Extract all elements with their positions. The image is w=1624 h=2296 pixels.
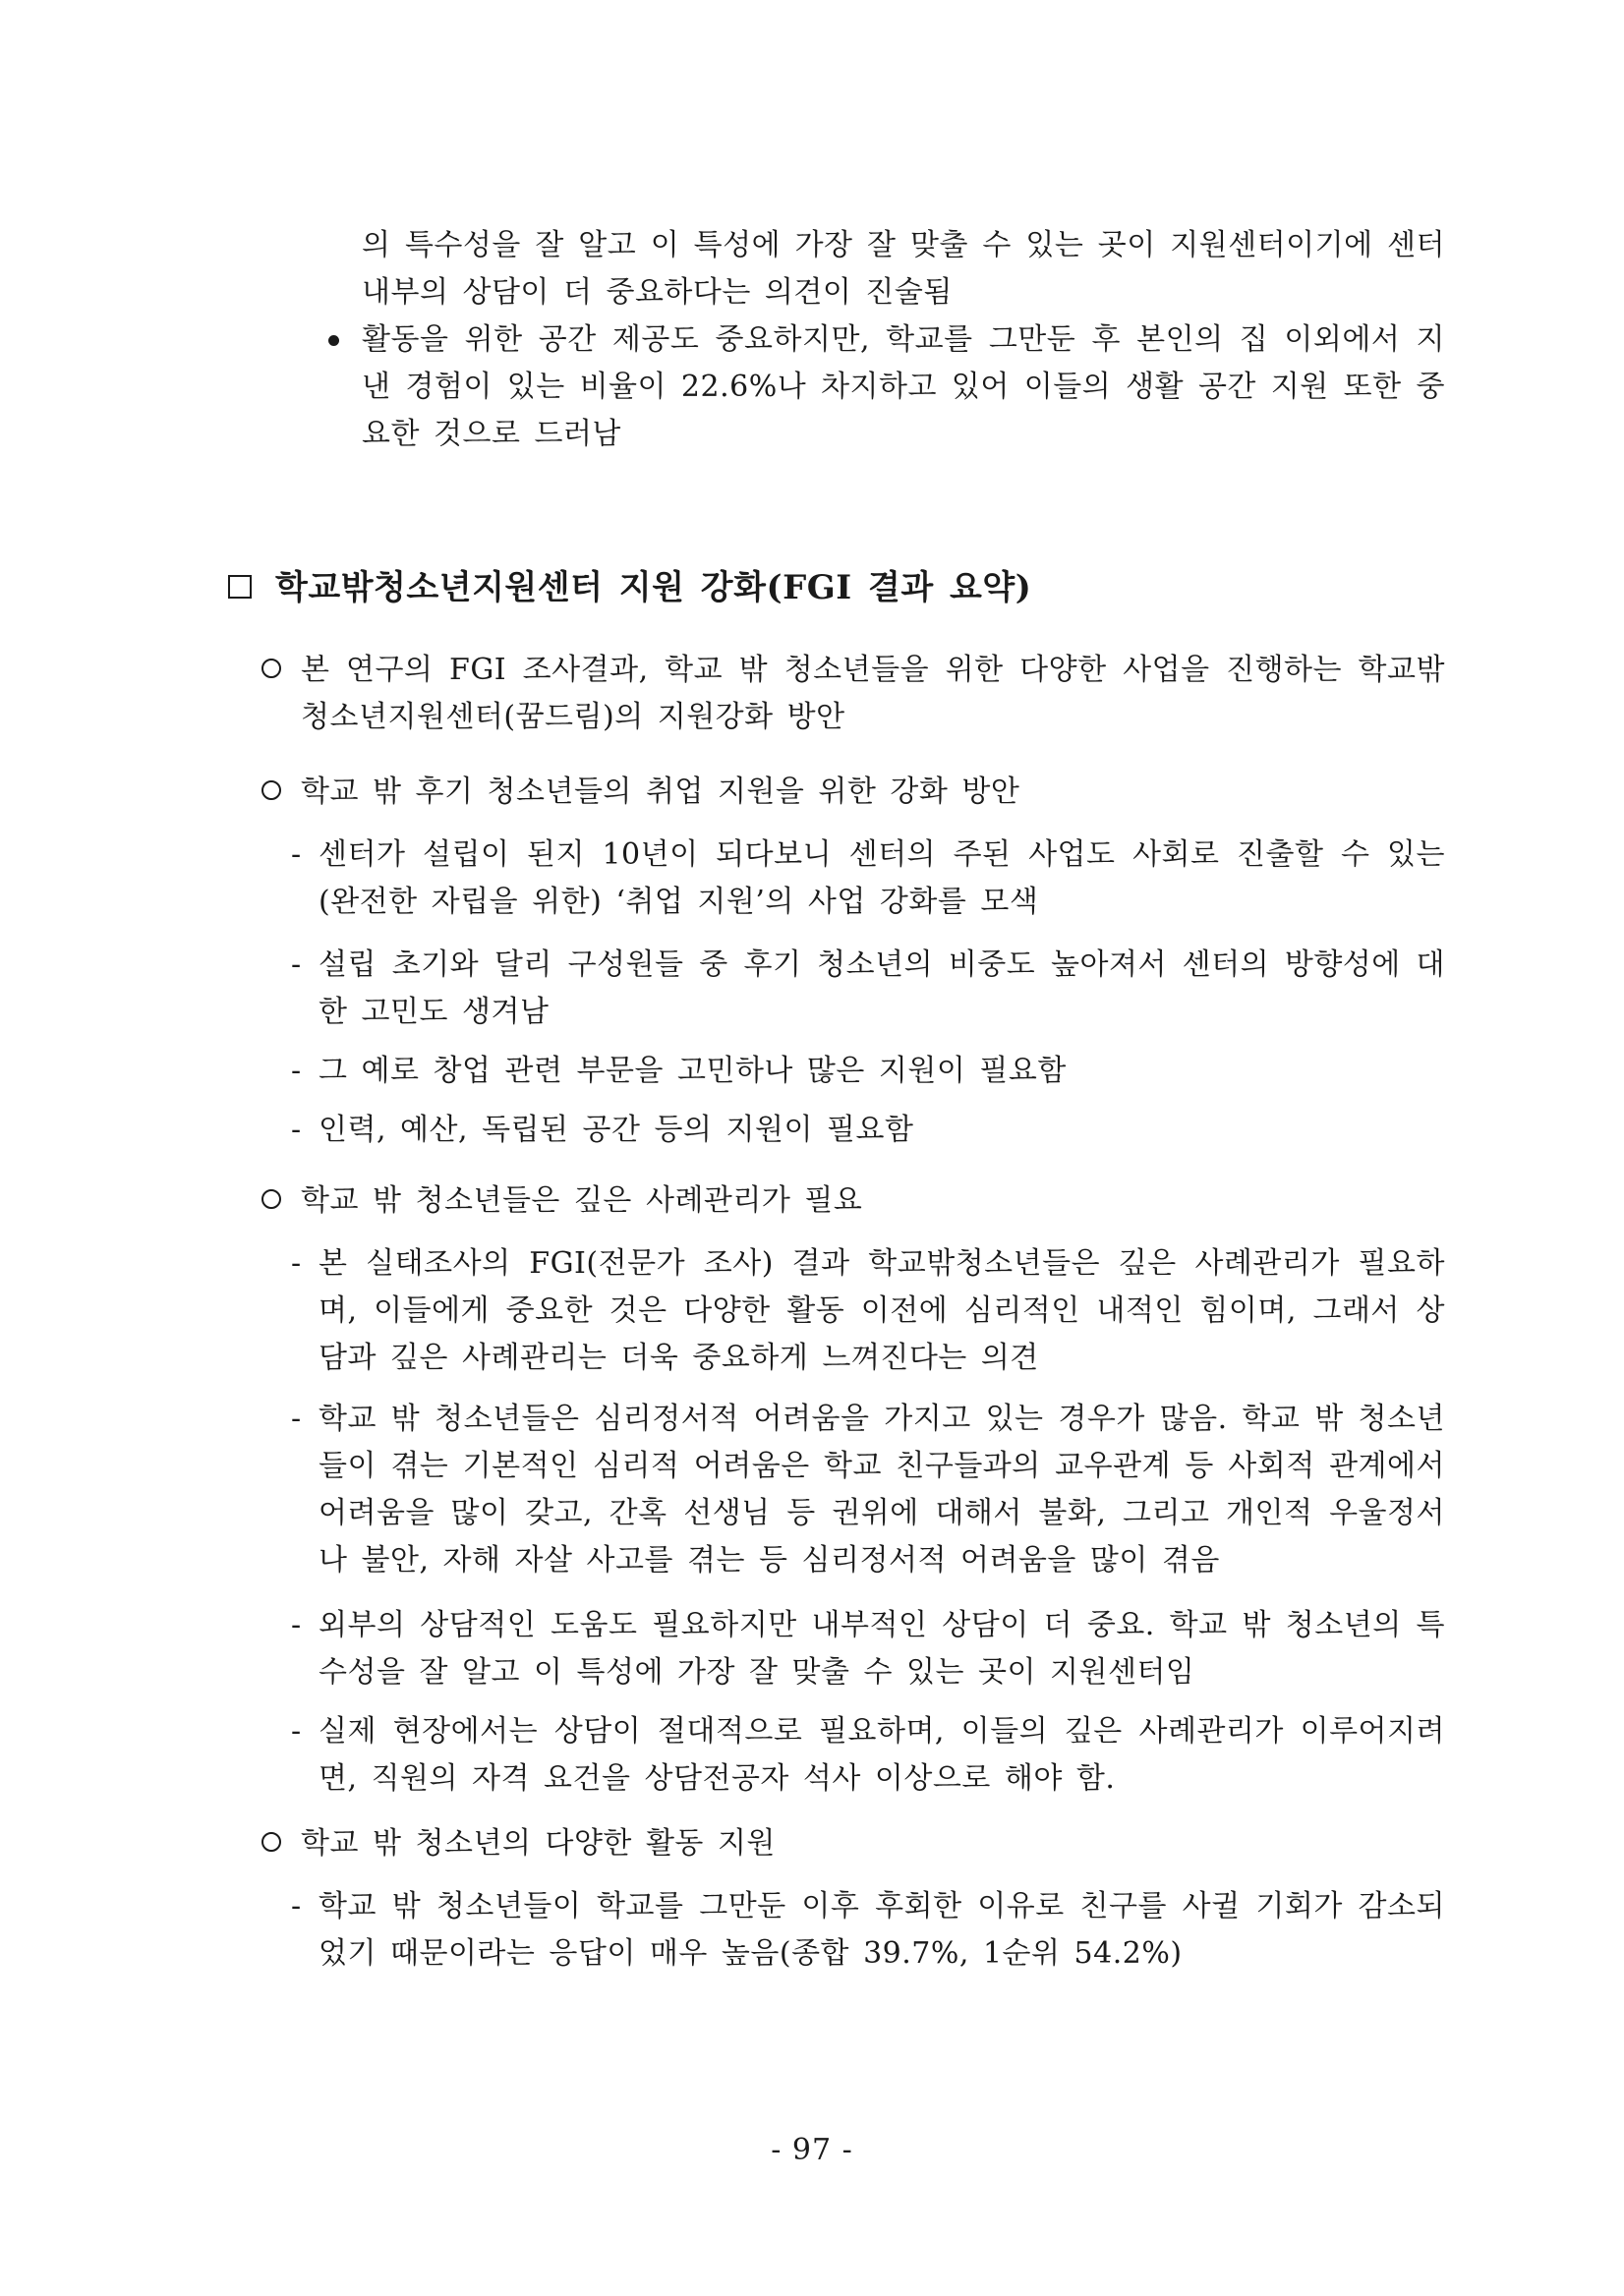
- dash-bullet-item: [291, 1883, 1445, 1978]
- dash-bullet-text: 학교 밖 청소년들은 심리정서적 어려움을 가지고 있는 경우가 많음. 학교 밖 청소년들이 겪는 기본적인 심리적 어려움은 학교 친구들과의 교우관계 등 사회적 관계에서 어려움을 많이 갖고, 간혹 선생님 등 권위에 대해서 불화, 그리고 개인적 우울정서나 불안, 자해 자살 사고를 겪는 등 심리정서적 어려움을 많이 겪음: [319, 1402, 1445, 1578]
- dash-bullet-item: [291, 1396, 1445, 1584]
- dash-bullet-text: 인력, 예산, 독립된 공간 등의 지원이 필요함: [319, 1113, 914, 1147]
- dash-bullet-text: 그 예로 창업 관련 부문을 고민하나 많은 지원이 필요함: [319, 1054, 1067, 1088]
- circle-bullet-item: [261, 769, 1445, 816]
- circle-bullet-icon: [261, 1189, 281, 1209]
- dash-bullet-text: 학교 밖 청소년들이 학교를 그만둔 이후 후회한 이유로 친구를 사귈 기회가 감소되었기 때문이라는 응답이 매우 높음(종합 39.7%, 1순위 54.2%): [319, 1889, 1445, 1971]
- page-number: - 97 -: [771, 2133, 853, 2167]
- circle-bullet-item: [261, 1820, 1445, 1867]
- circle-bullet-text: 본 연구의 FGI 조사결과, 학교 밖 청소년들을 위한 다양한 사업을 진행하는 학교밖청소년지원센터(꿈드림)의 지원강화 방안: [301, 653, 1445, 734]
- dash-bullet-item: [291, 1048, 1445, 1095]
- dash-marker: -: [291, 1246, 302, 1281]
- bullet-dot-icon: [328, 335, 339, 346]
- dash-marker: -: [291, 1402, 302, 1436]
- dash-bullet-item: [291, 832, 1445, 926]
- dash-bullet-text: 센터가 설립이 된지 10년이 되다보니 센터의 주된 사업도 사회로 진출할 수 있는(완전한 자립을 위한) ‘취업 지원’의 사업 강화를 모색: [319, 837, 1445, 919]
- dash-marker: -: [291, 837, 302, 872]
- bullet-text: 활동을 위한 공간 제공도 중요하지만, 학교를 그만둔 후 본인의 집 이외에서 지낸 경험이 있는 비율이 22.6%나 차지하고 있어 이들의 생활 공간 지원 또한 중요한 것으로 드러남: [362, 322, 1445, 451]
- dash-bullet-item: [291, 1708, 1445, 1803]
- circle-bullet-item: [261, 1177, 1445, 1225]
- circle-bullet-text: 학교 밖 청소년의 다양한 활동 지원: [301, 1826, 776, 1861]
- circle-bullet-item: [261, 647, 1445, 741]
- dash-bullet-text: 실제 현장에서는 상담이 절대적으로 필요하며, 이들의 깊은 사례관리가 이루어지려면, 직원의 자격 요건을 상담전공자 석사 이상으로 해야 함.: [319, 1714, 1445, 1796]
- circle-bullet-icon: [261, 659, 281, 678]
- circle-bullet-text: 학교 밖 청소년들은 깊은 사례관리가 필요: [301, 1183, 863, 1218]
- dash-bullet-item: [291, 942, 1445, 1036]
- dash-bullet-text: 외부의 상담적인 도움도 필요하지만 내부적인 상담이 더 중요. 학교 밖 청소년의 특수성을 잘 알고 이 특성에 가장 잘 맞출 수 있는 곳이 지원센터임: [319, 1608, 1445, 1690]
- dash-marker: -: [291, 1608, 302, 1642]
- dash-marker: -: [291, 1054, 302, 1088]
- section-heading-text: 학교밖청소년지원센터 지원 강화(FGI 결과 요약): [275, 568, 1032, 607]
- circle-bullet-icon: [261, 1832, 281, 1852]
- dash-bullet-item: [291, 1107, 1445, 1154]
- dash-bullet-item: [291, 1240, 1445, 1382]
- dash-marker: -: [291, 1889, 302, 1923]
- continuation-paragraph: [362, 222, 1445, 316]
- checkbox-square-icon: [228, 575, 252, 599]
- circle-bullet-icon: [261, 780, 281, 800]
- dash-marker: -: [291, 1714, 302, 1749]
- dash-bullet-text: 본 실태조사의 FGI(전문가 조사) 결과 학교밖청소년들은 깊은 사례관리가 필요하며, 이들에게 중요한 것은 다양한 활동 이전에 심리적인 내적인 힘이며, 그래서 상담과 깊은 사례관리는 더욱 중요하게 느껴진다는 의견: [319, 1246, 1445, 1375]
- dash-bullet-text: 설립 초기와 달리 구성원들 중 후기 청소년의 비중도 높아져서 센터의 방향성에 대한 고민도 생겨남: [319, 947, 1445, 1029]
- continuation-text: 의 특수성을 잘 알고 이 특성에 가장 잘 맞출 수 있는 곳이 지원센터이기에 센터 내부의 상담이 더 중요하다는 의견이 진술됨: [362, 228, 1445, 310]
- dash-marker: -: [291, 947, 302, 982]
- dash-marker: -: [291, 1113, 302, 1147]
- dash-bullet-item: [291, 1602, 1445, 1696]
- circle-bullet-text: 학교 밖 후기 청소년들의 취업 지원을 위한 강화 방안: [301, 775, 1020, 809]
- dot-bullet-item: [328, 316, 1445, 458]
